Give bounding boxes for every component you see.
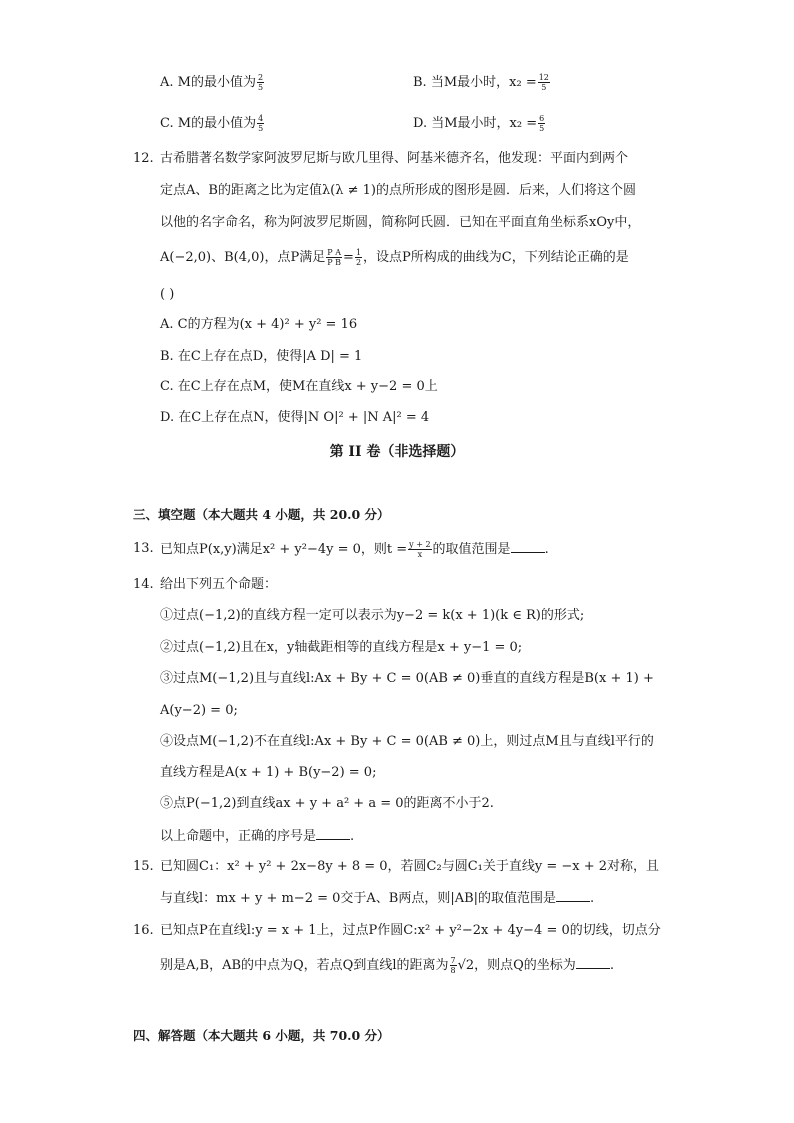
question-number: 12. — [133, 151, 154, 166]
numerator: 7 — [450, 956, 456, 965]
option-text: 当M最小时，x₂ = — [430, 75, 537, 90]
option-label: C. — [160, 116, 174, 131]
answer-paren: ( ) — [160, 287, 175, 302]
denominator: 5 — [258, 124, 264, 133]
answer-blank — [556, 889, 590, 902]
q11-option-c — [160, 114, 265, 133]
text: 别是A,B，AB的中点为Q，若点Q到直线l的距离为 — [160, 958, 449, 973]
option-label: D. — [413, 116, 428, 131]
q12-option-d: D. 在C上存在点N，使得|N O|² + |N A|² = 4 — [160, 410, 430, 425]
fraction — [257, 114, 264, 133]
denominator: P B — [327, 258, 342, 267]
q11-option-b — [413, 73, 551, 92]
question-number: 15. — [133, 859, 154, 874]
numerator: 1 — [355, 248, 362, 257]
numerator: 2 — [257, 73, 264, 82]
text: √2，则点Q的坐标为 — [457, 958, 576, 973]
question-number: 16. — [133, 923, 154, 938]
q15-line-1: 已知圆C₁：x² + y² + 2x−8y + 8 = 0，若圆C₂与圆C₁关于直线y = −x + 2对称，且 — [160, 859, 660, 874]
q12-option-b: B. 在C上存在点D，使得|A D| = 1 — [160, 349, 363, 364]
text: 与直线l：mx + y + m−2 = 0交于A、B两点，则|AB|的取值范围是 — [160, 891, 557, 906]
section-heading-solutions: 四、解答题（本大题共 6 小题，共 70.0 分） — [133, 1028, 390, 1043]
option-text: 当M最小时，x₂ = — [431, 116, 538, 131]
fraction — [257, 73, 264, 92]
q15-line-2 — [160, 889, 594, 908]
fraction — [538, 114, 545, 133]
question-number: 13. — [133, 541, 154, 556]
text: ，设点P所构成的曲线为C，下列结论正确的是 — [363, 250, 629, 265]
text: 的取值范围是 — [432, 542, 511, 557]
text: . — [544, 542, 549, 557]
q14-item-3-cont: A(y−2) = 0; — [160, 703, 238, 718]
text: 已知点P(x,y)满足x² + y²−4y = 0，则t = — [160, 542, 408, 557]
text: . — [350, 829, 355, 844]
option-text: M的最小值为 — [177, 116, 257, 131]
denominator: 5 — [539, 124, 545, 133]
q11-option-a — [160, 73, 265, 92]
option-label: A. — [160, 75, 174, 90]
answer-blank — [511, 540, 545, 553]
q14-item-3: ③过点M(−1,2)且与直线l:Ax + By + C = 0(AB ≠ 0)垂直的直线方程是B(x + 1) + — [160, 671, 654, 686]
q11-option-d — [413, 114, 546, 133]
equals: = — [343, 250, 354, 265]
q14-item-5: ⑤点P(−1,2)到直线ax + y + a² + a = 0的距离不小于2. — [160, 796, 494, 811]
q13-line — [160, 540, 549, 559]
q16-line-2 — [160, 956, 614, 975]
q14-item-1: ①过点(−1,2)的直线方程一定可以表示为y−2 = k(x + 1)(k ∈ R)的形式; — [160, 608, 585, 623]
q14-conclusion — [160, 827, 354, 846]
q16-line-1: 已知点P在直线l:y = x + 1上，过点P作圆C:x² + y²−2x + 4y−4 = 0的切线，切点分 — [160, 923, 661, 938]
fraction — [450, 956, 457, 975]
fraction — [326, 248, 342, 267]
q12-line-4 — [160, 248, 629, 267]
question-number: 14. — [133, 577, 154, 592]
denominator: 5 — [257, 83, 264, 92]
answer-blank — [316, 827, 350, 840]
option-text: M的最小值为 — [177, 75, 256, 90]
option-label: B. — [413, 75, 427, 90]
part-title: 第 II 卷（非选择题） — [329, 444, 465, 460]
q12-line-2: 定点A、B的距离之比为定值λ(λ ≠ 1)的点所形成的图形是圆．后来，人们将这个圆 — [160, 183, 636, 198]
q14-item-4-cont: 直线方程是A(x + 1) + B(y−2) = 0; — [160, 765, 377, 780]
text: A(−2,0)、B(4,0)，点P满足 — [160, 250, 326, 265]
q14-item-2: ②过点(−1,2)且在x，y轴截距相等的直线方程是x + y−1 = 0; — [160, 640, 523, 655]
denominator: 5 — [541, 83, 547, 92]
numerator: 4 — [258, 114, 264, 123]
denominator: 8 — [450, 966, 456, 975]
text: . — [590, 891, 595, 906]
fraction — [538, 73, 550, 92]
denominator: x — [417, 550, 423, 559]
denominator: 2 — [355, 258, 362, 267]
q12-option-a: A. C的方程为(x + 4)² + y² = 16 — [160, 317, 358, 332]
q14-intro: 给出下列五个命题： — [160, 577, 278, 592]
text: . — [609, 958, 614, 973]
q12-line-3: 以他的名字命名，称为阿波罗尼斯圆，简称阿氏圆．已知在平面直角坐标系xOy中， — [160, 215, 641, 230]
numerator: P A — [327, 248, 341, 257]
fraction — [355, 248, 362, 267]
section-heading-fill-in: 三、填空题（本大题共 4 小题，共 20.0 分） — [133, 507, 390, 522]
numerator: y + 2 — [409, 540, 431, 549]
q12-line-1: 古希腊著名数学家阿波罗尼斯与欧几里得、阿基米德齐名，他发现：平面内到两个 — [160, 151, 629, 166]
answer-blank — [576, 956, 610, 969]
text: 以上命题中，正确的序号是 — [160, 829, 317, 844]
q14-item-4: ④设点M(−1,2)不在直线l:Ax + By + C = 0(AB ≠ 0)上，则过点M且与直线l平行的 — [160, 734, 654, 749]
fraction — [408, 540, 431, 559]
numerator: 6 — [539, 114, 545, 123]
q12-option-c: C. 在C上存在点M，使M在直线x + y−2 = 0上 — [160, 379, 438, 394]
numerator: 12 — [538, 73, 549, 82]
